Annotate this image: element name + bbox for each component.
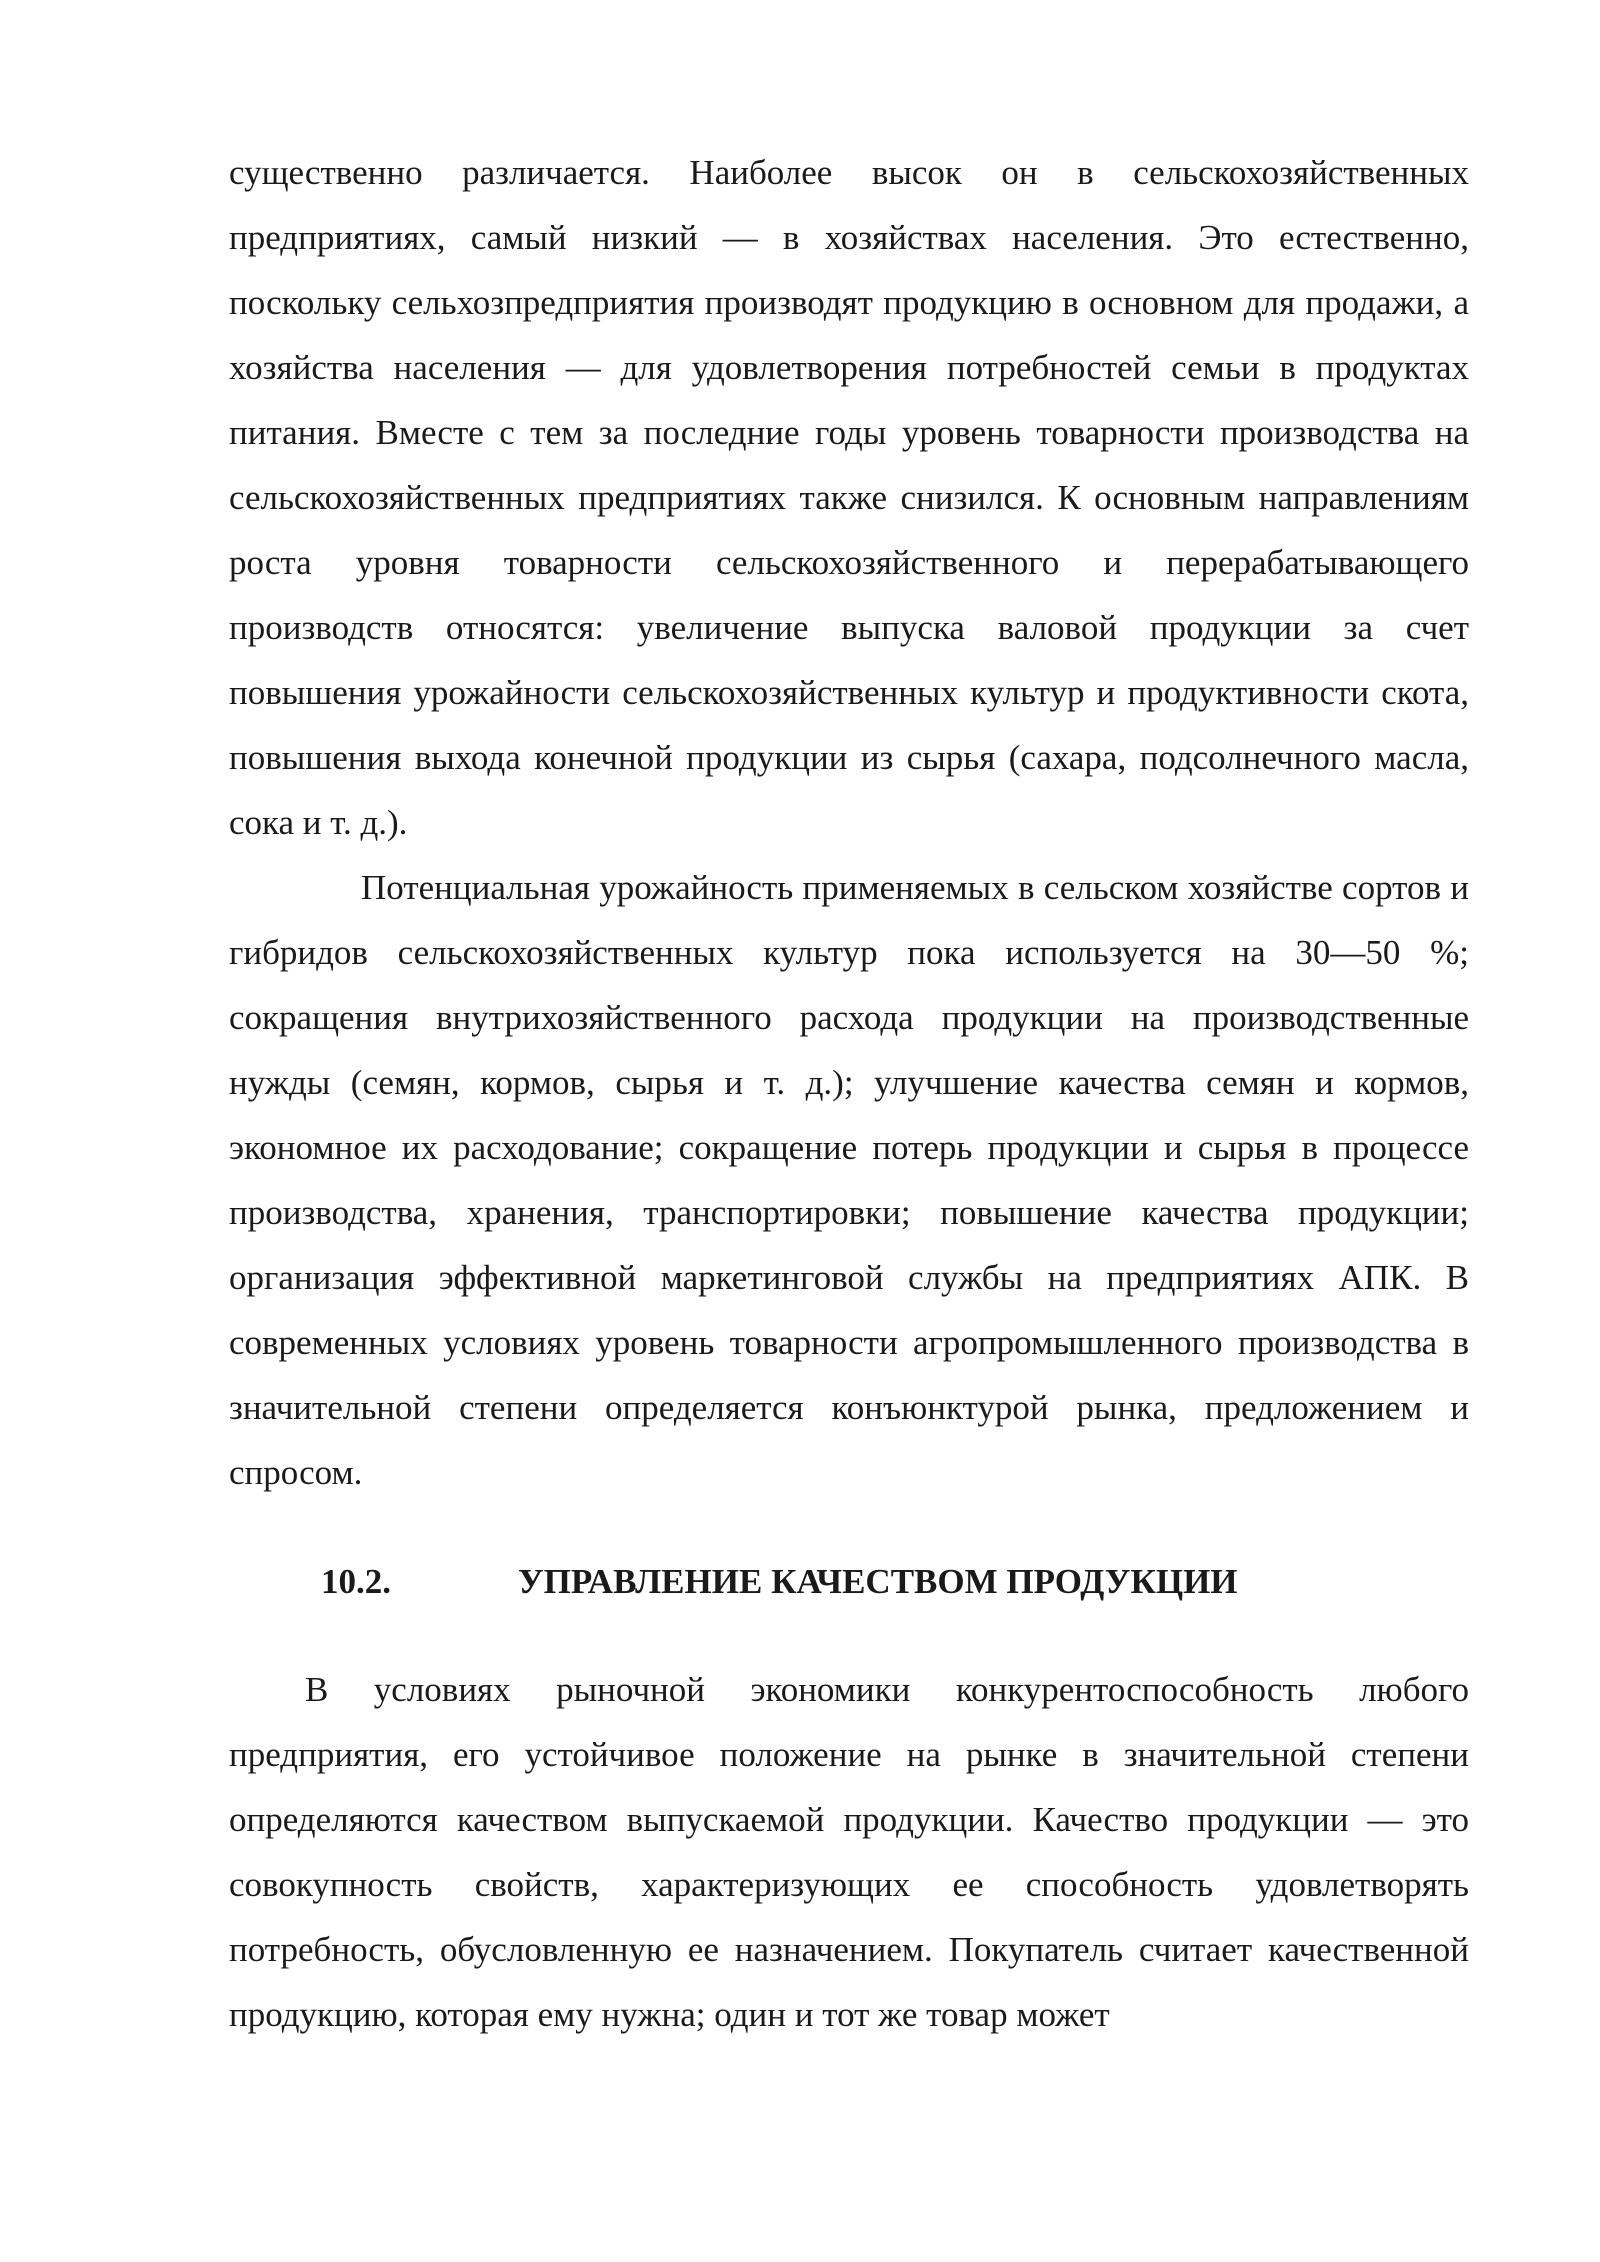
paragraph-commodity-level: существенно различается. Наиболее высок он в сельскохозяйственных предприятиях, самый низкий — в хозяйствах населения. Это естественно, поскольку сельхозпредприятия производят продукцию в основном для продажи, а хозяйства населения — для удовлетворения потребностей семьи в продуктах питания. Вместе с тем за последние годы уровень товарности производства на сельскохозяйственных предприятиях также снизился. К основным направлениям роста уровня товарности сельскохозяйственного и перерабатывающего производств относятся: увеличение выпуска валовой продукции за счет повышения урожайности сельскохозяйственных культур и продуктивности скота, повышения выхода конечной продукции из сырья (сахара, подсолнечного масла, сока и т. д.). (229, 153, 1469, 842)
section-title: УПРАВЛЕНИЕ КАЧЕСТВОМ ПРОДУКЦИИ (518, 1562, 1238, 1601)
section-heading (229, 1547, 1469, 1617)
section-number: 10.2. (321, 1562, 391, 1601)
paragraph-quality-management: В условиях рыночной экономики конкурентоспособность любого предприятия, его устойчивое положение на рынке в значительной степени определяются качеством выпускаемой продукции. Качество продукции — это совокупность свойств, характеризующих ее способность удовлетворять потребность, обусловленную ее назначением. Покупатель считает качественной продукцию, которая ему нужна; один и тот же товар может (229, 1670, 1469, 2034)
paragraph-potential-yield: Потенциальная урожайность применяемых в сельском хозяйстве сортов и гибридов сельскохозяйственных культур пока используется на 30—50 %; сокращения внутрихозяйственного расхода продукции на производственные нужды (семян, кормов, сырья и т. д.); улучшение качества семян и кормов, экономное их расходование; сокращение потерь продукции и сырья в процессе производства, хранения, транспортировки; повышение качества продукции; организация эффективной маркетинговой службы на предприятиях АПК. В современных условиях уровень товарности агропромышленного производства в значительной степени определяется конъюнктурой рынка, предложением и спросом. (229, 868, 1469, 1492)
document-page (229, 140, 1469, 2047)
